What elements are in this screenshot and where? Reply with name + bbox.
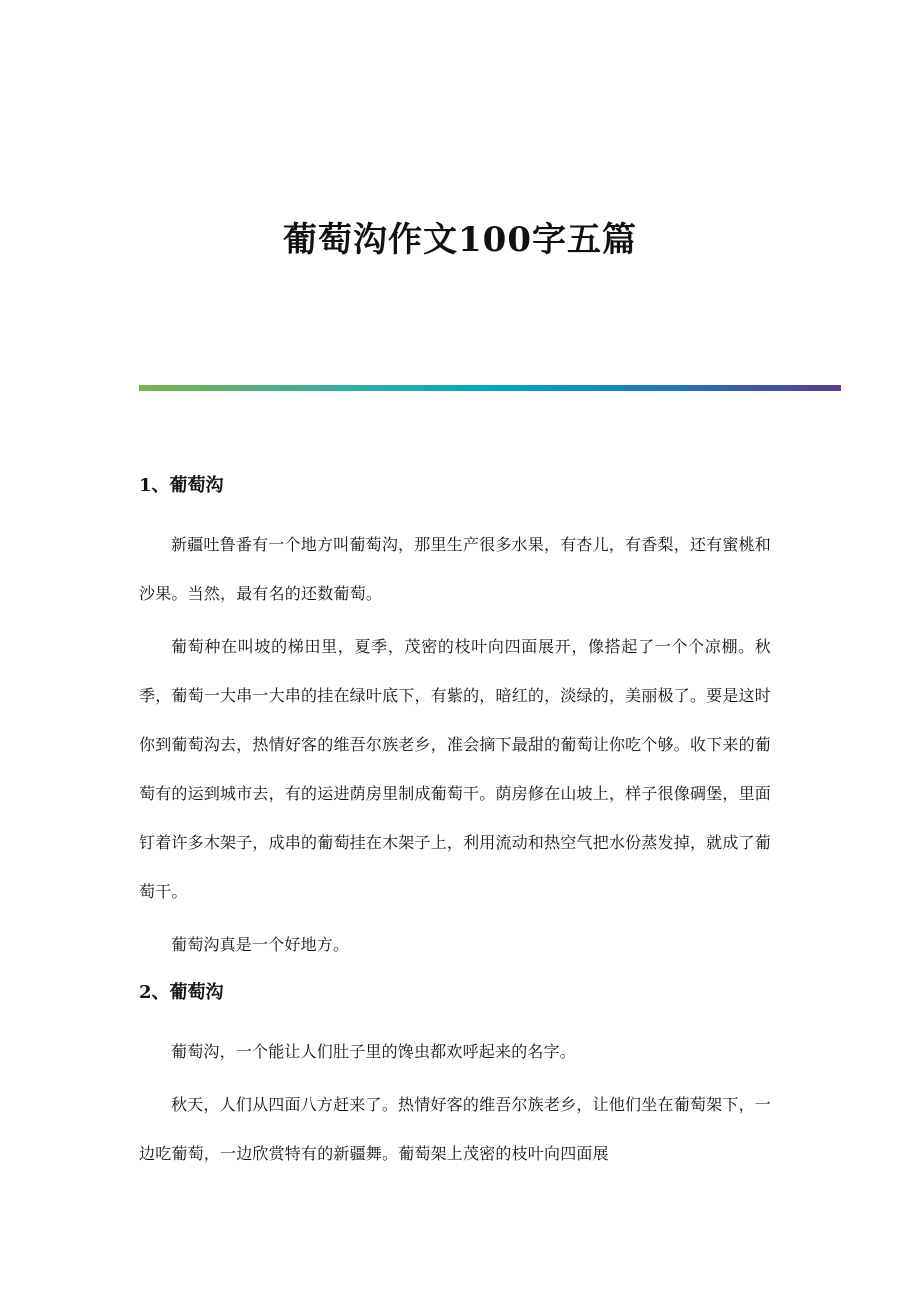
document-body — [139, 468, 771, 1184]
document-title: 葡萄沟作文100字五篇 — [283, 220, 637, 260]
section-heading: 2、葡萄沟 — [139, 982, 224, 1003]
paragraph: 葡萄沟真是一个好地方。 — [171, 935, 350, 954]
paragraph: 葡萄沟，一个能让人们肚子里的馋虫都欢呼起来的名字。 — [171, 1042, 577, 1061]
section-heading: 1、葡萄沟 — [139, 475, 224, 496]
title-divider — [139, 385, 841, 391]
paragraph: 葡萄种在叫坡的梯田里，夏季，茂密的枝叶向四面展开，像搭起了一个个凉棚。秋季，葡萄一大串一大串的挂在绿叶底下，有紫的，暗红的，淡绿的，美丽极了。要是这时你到葡萄沟去，热情好客的维吾尔族老乡，准会摘下最甜的葡萄让你吃个够。收下来的葡萄有的运到城市去，有的运进荫房里制成葡萄干。荫房修在山坡上，样子很像碉堡，里面钉着许多木架子，成串的葡萄挂在木架子上，利用流动和热空气把水份蒸发掉，就成了葡萄干。 — [139, 637, 771, 901]
section-2 — [139, 975, 771, 1178]
section-1 — [139, 468, 771, 969]
paragraph: 秋天，人们从四面八方赶来了。热情好客的维吾尔族老乡，让他们坐在葡萄架下，一边吃葡萄，一边欣赏特有的新疆舞。葡萄架上茂密的枝叶向四面展 — [139, 1095, 771, 1163]
paragraph: 新疆吐鲁番有一个地方叫葡萄沟，那里生产很多水果，有杏儿，有香梨，还有蜜桃和沙果。当然，最有名的还数葡萄。 — [139, 535, 771, 603]
